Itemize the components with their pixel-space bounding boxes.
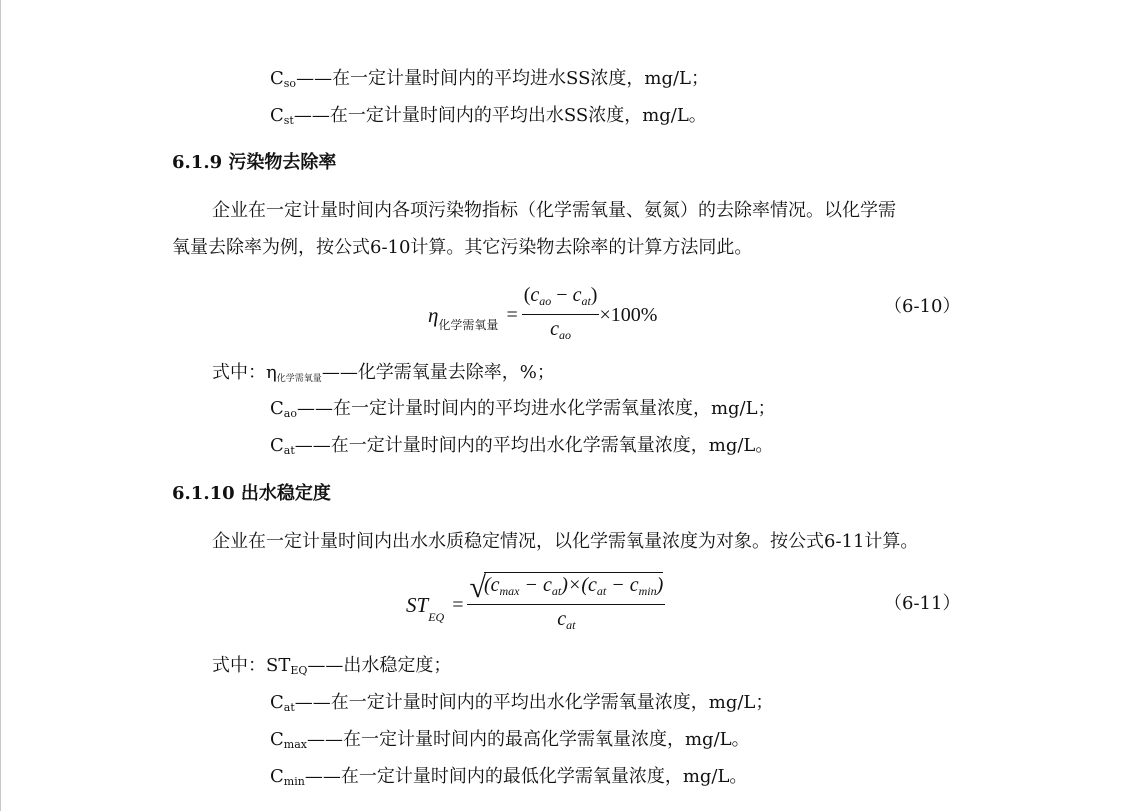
symbol-subscript: at [283, 701, 295, 714]
where-label: 式中： [212, 362, 266, 383]
definition-text: ——出水稳定度； [307, 655, 452, 676]
symbol: C [270, 766, 284, 787]
formula-numerator [467, 572, 665, 604]
definition-text: ——在一定计量时间内的最低化学需氧量浓度，mg/L。 [304, 766, 748, 787]
symbol-subscript: max [283, 738, 307, 751]
expr-part: (c [483, 574, 500, 596]
formula-denominator [522, 315, 600, 349]
formula-6-10 [428, 282, 657, 349]
var-subscript: ao [539, 294, 552, 308]
symbol-subscript: so [283, 77, 297, 90]
expr-part: ) [656, 574, 664, 596]
symbol: ST [266, 655, 291, 676]
definition-cao [270, 397, 776, 426]
symbol-subscript: min [283, 775, 305, 788]
definition-text: ——在一定计量时间内的平均出水化学需氧量浓度，mg/L； [294, 692, 774, 713]
definition-text: ——在一定计量时间内的最高化学需氧量浓度，mg/L。 [306, 729, 750, 750]
definition-cst [270, 104, 707, 133]
symbol: C [270, 105, 284, 126]
formula-times-percent: ×100% [599, 304, 658, 326]
definition-cmin [270, 765, 747, 794]
var-subscript: ao [559, 328, 572, 342]
var-c: c [550, 318, 560, 340]
formula-fraction [467, 572, 665, 639]
definition-text: ——在一定计量时间内的平均进水SS浓度，mg/L； [296, 68, 710, 89]
formula-equals: = [452, 594, 464, 616]
formula-number-6-10: （6-10） [884, 296, 961, 317]
definition-text: ——在一定计量时间内的平均出水SS浓度，mg/L。 [293, 105, 707, 126]
where-eta [212, 361, 555, 391]
symbol: C [270, 729, 284, 750]
formula-lhs-subscript: 化学需氧量 [438, 318, 499, 333]
symbol-subscript: 化学需氧量 [276, 374, 322, 384]
var-subscript: at [596, 584, 607, 598]
formula-number-6-11: （6-11） [884, 593, 961, 614]
var-subscript: at [566, 618, 576, 632]
minus-sign: − [551, 284, 573, 306]
where-label: 式中： [212, 655, 266, 676]
formula-lhs-symbol: ST [406, 593, 429, 617]
definition-text: ——在一定计量时间内的平均进水化学需氧量浓度，mg/L； [296, 398, 776, 419]
expr-part: − c [606, 574, 639, 596]
definition-text: ——在一定计量时间内的平均出水化学需氧量浓度，mg/L。 [294, 435, 774, 456]
page-left-border [0, 0, 1, 811]
var-subscript: min [638, 584, 657, 598]
where-steq [212, 654, 451, 683]
expr-part: − c [519, 574, 552, 596]
formula-numerator [522, 282, 600, 314]
symbol: C [270, 398, 284, 419]
radicand [484, 572, 663, 596]
definition-cat-2 [270, 691, 773, 720]
var-subscript: at [581, 294, 591, 308]
symbol-subscript: EQ [290, 664, 308, 677]
symbol: C [270, 68, 284, 89]
radical-icon: √ [469, 571, 486, 604]
var-subscript: max [499, 584, 520, 598]
symbol: η [266, 362, 277, 383]
var-c: c [572, 284, 582, 306]
symbol-subscript: at [283, 444, 295, 457]
definition-text: ——化学需氧量去除率，%； [321, 362, 555, 383]
definition-cso [270, 67, 709, 96]
expr-part: )×(c [561, 574, 597, 596]
paragraph-line-2: 氧量去除率为例，按公式6-10计算。其它污染物去除率的计算方法同此。 [172, 237, 753, 258]
formula-denominator [467, 605, 665, 639]
formula-equals: = [506, 304, 518, 326]
symbol-subscript: st [283, 114, 294, 127]
paren-open: ( [523, 284, 531, 306]
paragraph-6-1-10: 企业在一定计量时间内出水水质稳定情况，以化学需氧量浓度为对象。按公式6-11计算。 [212, 531, 919, 552]
formula-6-11 [406, 572, 665, 639]
var-subscript: at [551, 584, 562, 598]
formula-lhs-subscript: EQ [428, 610, 445, 625]
definition-cmax [270, 728, 750, 757]
definition-cat [270, 434, 773, 463]
section-heading-6-1-10: 6.1.10 出水稳定度 [172, 483, 331, 504]
symbol: C [270, 435, 284, 456]
paragraph-line-1: 企业在一定计量时间内各项污染物指标（化学需氧量、氨氮）的去除率情况。以化学需 [212, 200, 896, 221]
formula-lhs-symbol: η [428, 303, 439, 327]
var-c: c [530, 284, 540, 306]
formula-fraction [522, 282, 600, 349]
section-heading-6-1-9: 6.1.9 污染物去除率 [172, 152, 337, 173]
paren-close: ) [590, 284, 598, 306]
symbol-subscript: ao [283, 407, 297, 420]
var-c: c [557, 608, 567, 630]
symbol: C [270, 692, 284, 713]
